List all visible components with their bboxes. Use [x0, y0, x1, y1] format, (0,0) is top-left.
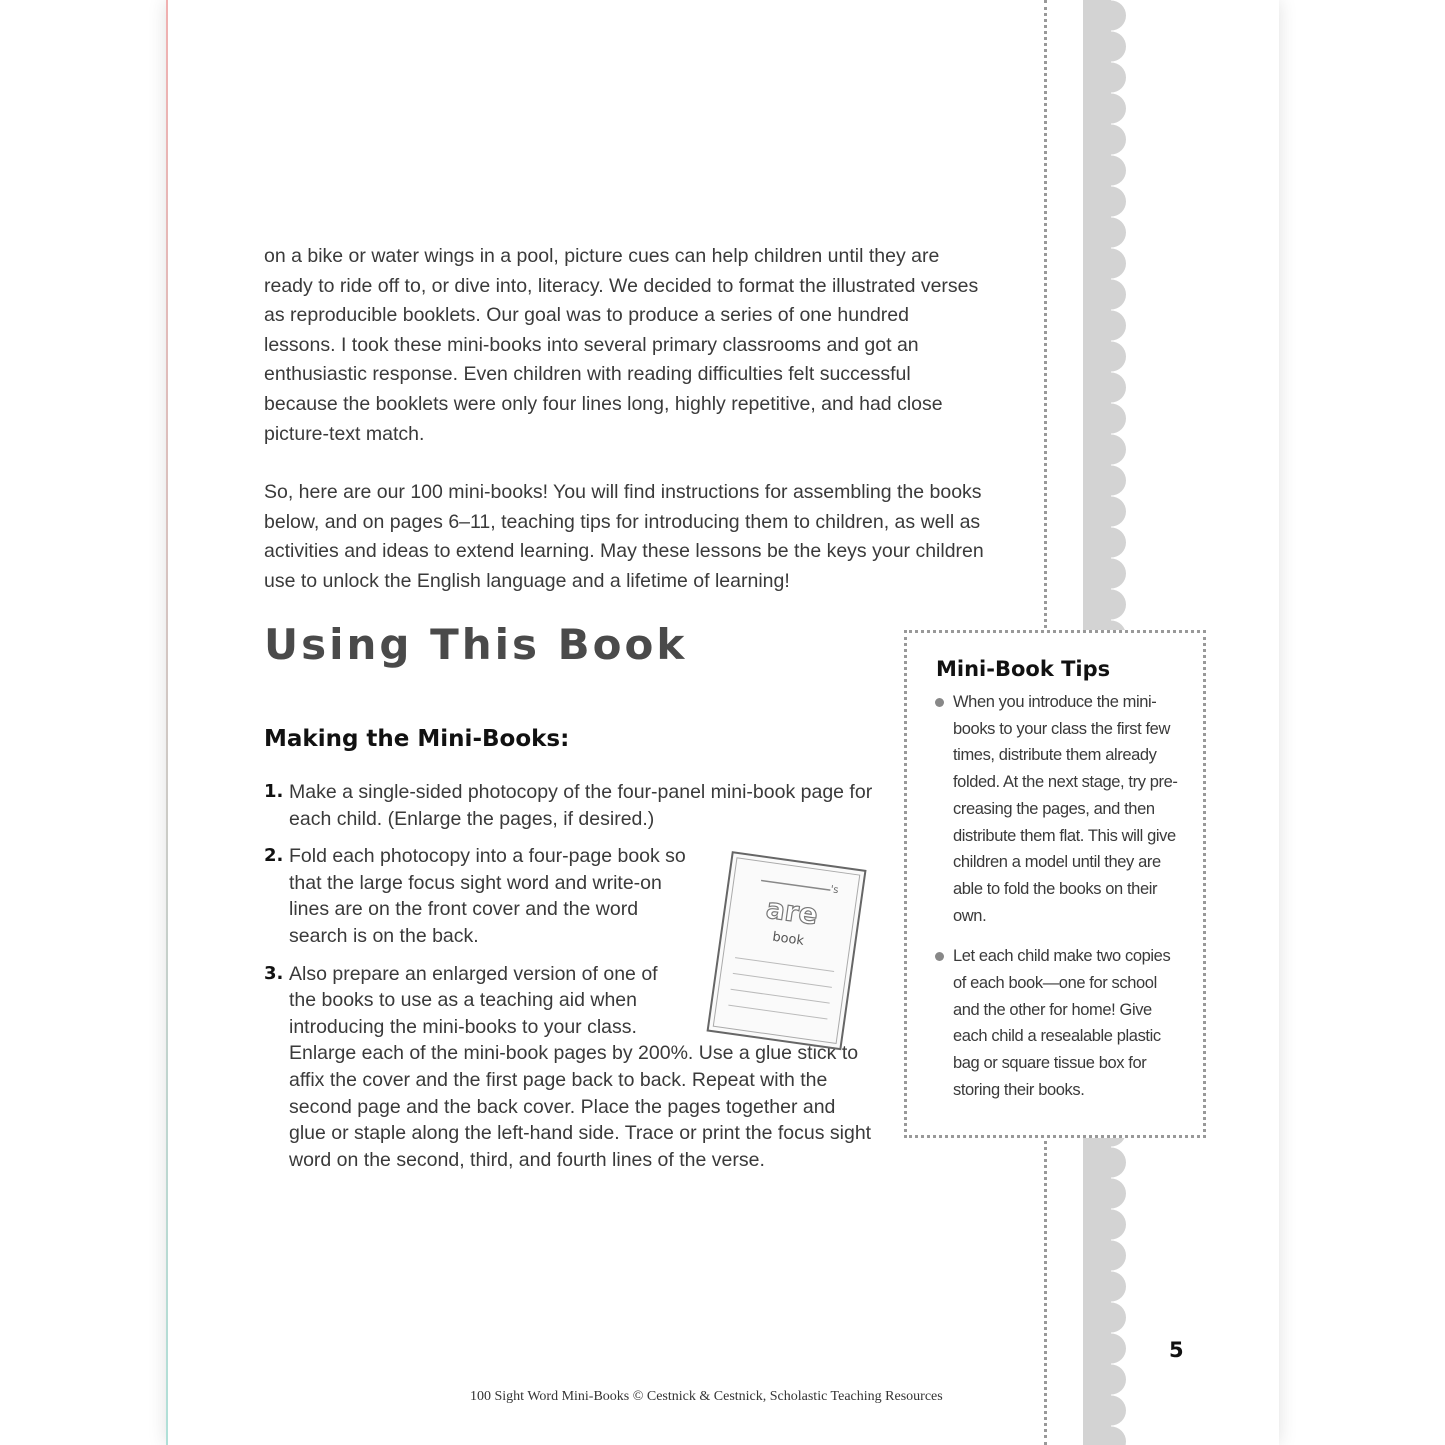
page-edge: [166, 0, 168, 1445]
step-text: Fold each photocopy into a four-page book so that the large focus sight word and write-on lines are on the front cover and the word search is on the back.: [289, 845, 686, 947]
tips-list: [933, 689, 1183, 1118]
intro-paragraph-1: on a bike or water wings in a pool, picture cues can help children until they are ready to ride off to, or dive into, literacy. We decided to format the illustrated verses as reproducible booklets. Our goal was to produce a series of one hundred lessons. I took these mini-books into several primary classrooms and got an enthusiastic response. Even children with reading difficulties felt successful because the booklets were only four lines long, highly repetitive, and had close picture-text match.: [264, 245, 979, 445]
tip-text: Let each child make two copies of each book—one for school and the other for home! Give each child a resealable plastic bag or square tissue box for storing their books.: [953, 947, 1171, 1099]
bullet-icon: [935, 952, 944, 961]
document-page: [166, 0, 1279, 1445]
sketch-word: are: [764, 891, 820, 932]
step-text-continued: Enlarge each of the mini-book pages by 200%. Use a glue stick to affix the cover and the first page back to back. Repeat with the second page and the back cover. Place the pages together and glue or staple along the left-hand side. Trace or print the focus sight word on the second, third, and fourth lines of the verse.: [289, 1042, 872, 1171]
list-item: [933, 943, 1183, 1103]
list-item: [264, 779, 874, 832]
tips-box: [904, 630, 1206, 1138]
footer-credit: 100 Sight Word Mini-Books © Cestnick & Cestnick, Scholastic Teaching Resources: [470, 1389, 943, 1404]
intro-paragraph-2: So, here are our 100 mini-books! You will find instructions for assembling the books below, and on pages 6–11, teaching tips for introducing them to children, as well as activities and ideas to extend learning. May these lessons be the keys your children use to unlock the English language and a lifetime of learning!: [264, 481, 984, 592]
step-number: 3.: [264, 962, 284, 984]
bullet-icon: [935, 698, 944, 707]
step-text: Also prepare an enlarged version of one of the books to use as a teaching aid when introducing the mini-books to your class.: [289, 962, 658, 1038]
tips-title: Mini-Book Tips: [936, 657, 1111, 681]
tip-text: When you introduce the mini-books to your class the first few times, distribute them already folded. At the next stage, try pre-creasing the pages, and then distribute them flat. This will give children a model until they are able to fold the books on their own.: [953, 693, 1178, 925]
page-number: 5: [1169, 1338, 1184, 1362]
list-item: [933, 689, 1183, 929]
step-text: Make a single-sided photocopy of the four-panel mini-book page for each child. (Enlarge the pages, if desired.): [289, 781, 873, 830]
section-title: Using This Book: [264, 620, 688, 669]
mini-book-sketch: [692, 842, 872, 1052]
intro-text: [264, 242, 984, 626]
sketch-label: book: [771, 929, 805, 949]
possessive-mark: 's: [829, 884, 840, 897]
making-title: Making the Mini-Books:: [264, 726, 570, 752]
step-number: 2.: [264, 845, 284, 867]
step-number: 1.: [264, 781, 284, 802]
